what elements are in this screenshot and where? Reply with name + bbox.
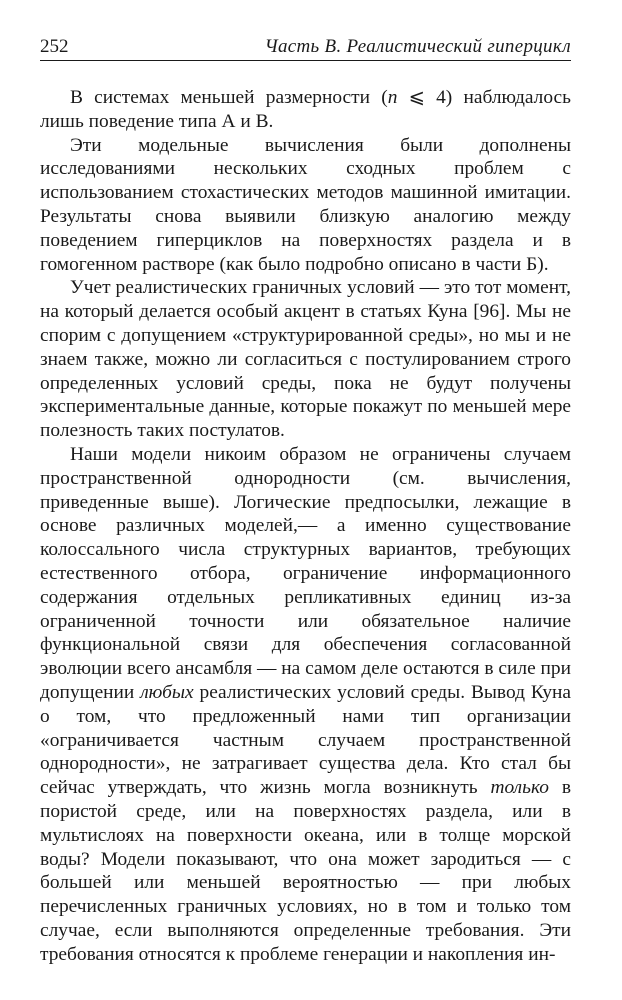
emphasized-text: только bbox=[490, 777, 549, 799]
running-title: Часть В. Реалистический гиперцикл bbox=[264, 36, 571, 57]
text-run: Наши модели никоим образом не ограничены случаем пространственной однородности (см. вычисления, приведенные выше). Логические предпосылки, лежащие в основе различных моделей,— а именно существование колоссального числа структурных вариантов, требующих естественного отбора, ограничение информационного содержания отдельных репликативных единиц из-за ограниченной точности или обязательное наличие функциональной связи для обеспечения согласованной эволюции всего ансамбля — на самом деле остаются в силе при допущении bbox=[40, 443, 571, 703]
text-run: в пористой среде, или на поверхностях раздела, или в мультислоях на поверхности океана, или в толще морской воды? Модели показывают, что она может зародиться — с большей или меньшей вероятностью — при любых перечисленных граничных условиях, но в том и только том случае, если выполняются определенные требования. Эти требования относятся к проблеме генерации и накопления ин- bbox=[40, 777, 571, 965]
text-run: Учет реалистических граничных условий — это тот момент, на который делается особый акцент в статьях Куна [96]. Мы не спорим с допущением «структурированной среды», но мы и не знаем также, можно ли согласиться с постулированием строго определенных условий среды, пока не будут получены экспериментальные данные, которые покажут по меньшей мере полезность таких постулатов. bbox=[40, 277, 571, 442]
paragraph bbox=[40, 134, 571, 277]
text-run: Эти модельные вычисления были дополнены исследованиями нескольких сходных проблем с использованием стохастических методов машинной имитации. Результаты снова выявили близкую аналогию между поведением гиперциклов на поверхностях раздела и в гомогенном растворе (как было подробно описано в части Б). bbox=[40, 134, 571, 275]
paragraph bbox=[40, 276, 571, 443]
emphasized-text: любых bbox=[140, 681, 194, 703]
text-run: реалистических условий среды. Вывод Куна о том, что предложенный нами тип организации «ограничивается частным случаем пространственной однородности», не затрагивает существа дела. Кто стал бы сейчас утверждать, что жизнь могла возникнуть bbox=[40, 681, 572, 799]
paragraph bbox=[40, 443, 571, 967]
paragraph bbox=[40, 86, 571, 134]
text-run: ⩽ 4) наблюдалось лишь поведение типа А и В. bbox=[40, 87, 571, 132]
page-header bbox=[40, 34, 571, 61]
emphasized-text: n bbox=[387, 87, 398, 108]
page-number: 252 bbox=[40, 36, 69, 57]
text-run: В системах меньшей размерности ( bbox=[70, 87, 388, 108]
body-text bbox=[40, 86, 571, 966]
